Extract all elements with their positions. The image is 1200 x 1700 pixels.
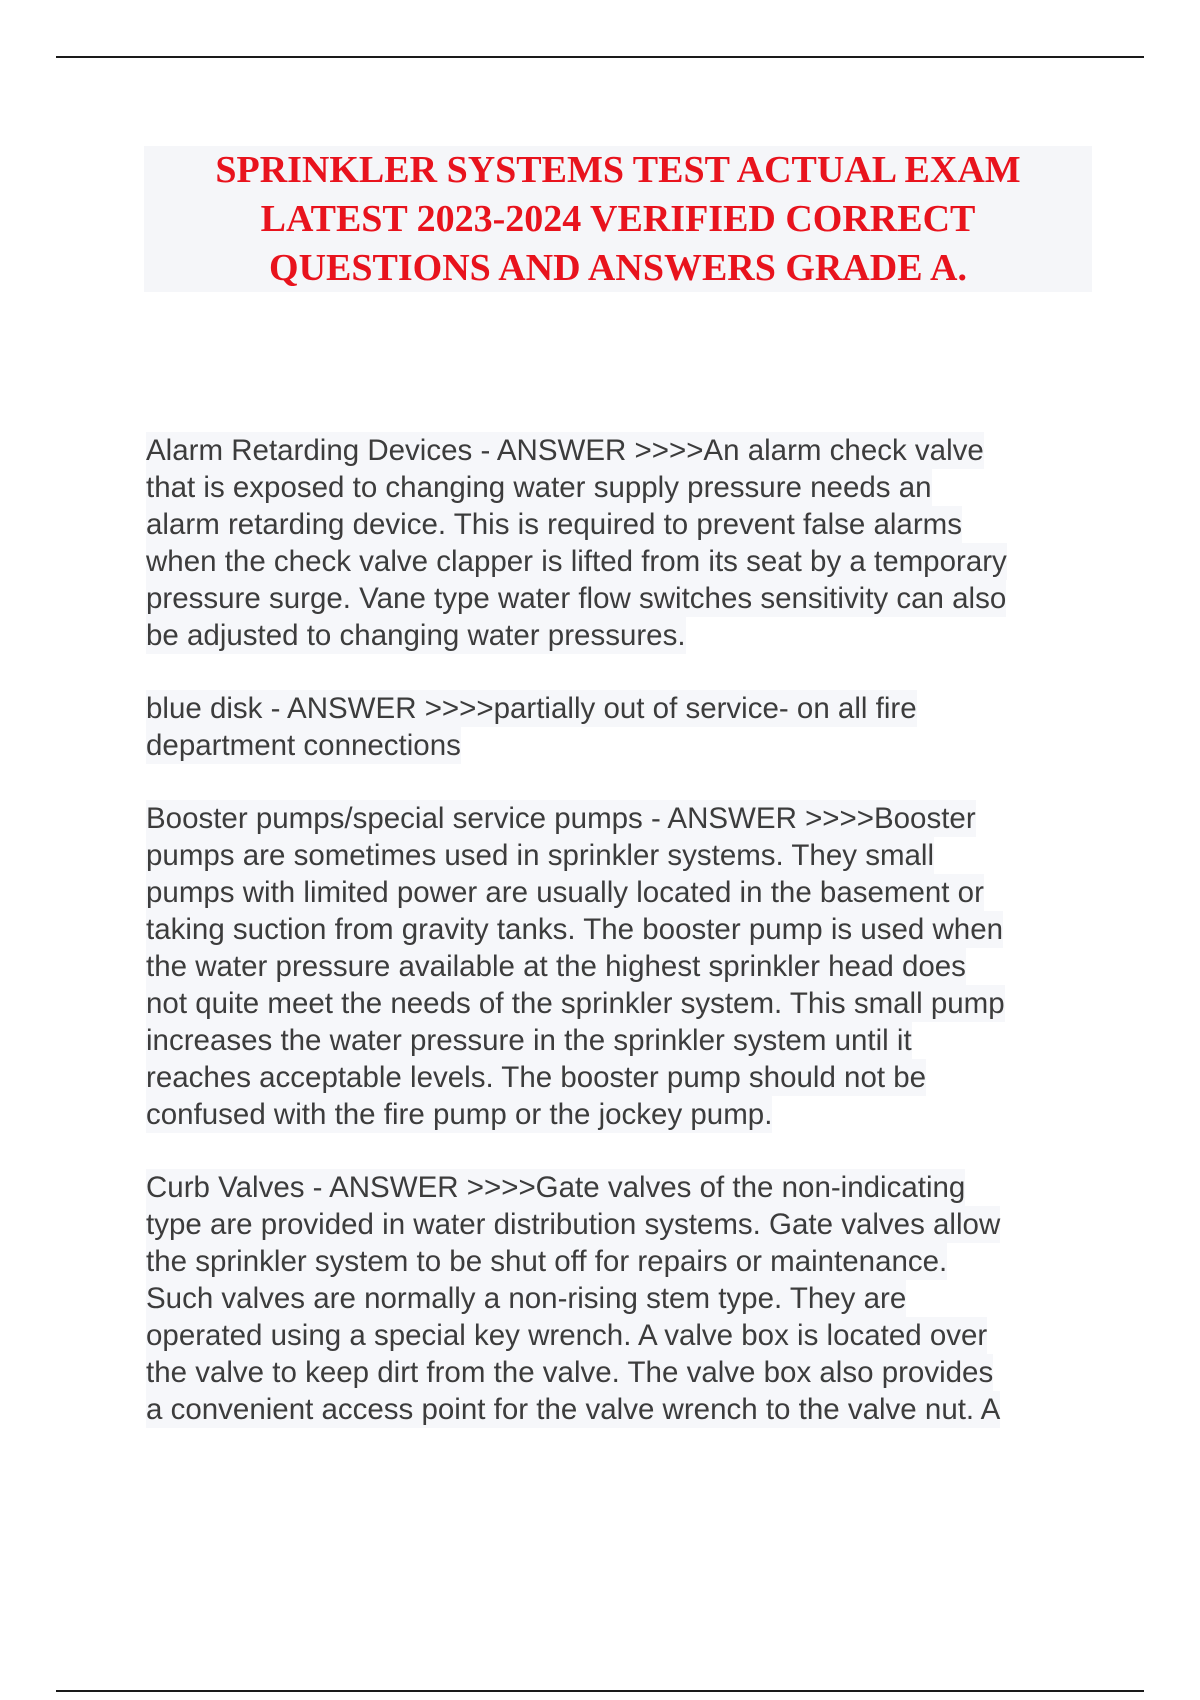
- entry-line: blue disk - ANSWER >>>>partially out of service- on all fire: [146, 692, 917, 725]
- bottom-rule: [56, 1690, 1144, 1692]
- entry-line: pumps with limited power are usually located in the basement or: [146, 876, 984, 909]
- entry-line: operated using a special key wrench. A valve box is located over: [146, 1319, 988, 1352]
- document-title: [215, 146, 1020, 293]
- entry-line: that is exposed to changing water supply pressure needs an: [146, 471, 932, 504]
- entry-line: department connections: [146, 729, 461, 762]
- entry-line: Alarm Retarding Devices - ANSWER >>>>An alarm check valve: [146, 434, 984, 467]
- entry-line: taking suction from gravity tanks. The booster pump is used when: [146, 913, 1004, 946]
- qa-entry-alarm-retarding-devices: [146, 432, 1096, 654]
- entry-line: type are provided in water distribution systems. Gate valves allow: [146, 1208, 1001, 1241]
- entry-line: not quite meet the needs of the sprinkler system. This small pump: [146, 987, 1005, 1020]
- title-line: SPRINKLER SYSTEMS TEST ACTUAL EXAM: [215, 148, 1021, 191]
- entry-line: the water pressure available at the highest sprinkler head does: [146, 950, 966, 983]
- entry-line: pumps are sometimes used in sprinkler systems. They small: [146, 839, 935, 872]
- qa-content: [146, 432, 1096, 1464]
- qa-entry-blue-disk: [146, 690, 1096, 764]
- title-block: [144, 146, 1092, 292]
- entry-line: when the check valve clapper is lifted from its seat by a temporary: [146, 545, 1007, 578]
- entry-line: increases the water pressure in the sprinkler system until it: [146, 1024, 912, 1057]
- title-line: QUESTIONS AND ANSWERS GRADE A.: [269, 246, 967, 289]
- qa-entry-booster-pumps: [146, 800, 1096, 1133]
- entry-line: Booster pumps/special service pumps - ANSWER >>>>Booster: [146, 802, 976, 835]
- entry-line: the valve to keep dirt from the valve. The valve box also provides: [146, 1356, 994, 1389]
- entry-line: alarm retarding device. This is required to prevent false alarms: [146, 508, 962, 541]
- entry-line: be adjusted to changing water pressures.: [146, 619, 686, 652]
- entry-line: Such valves are normally a non-rising stem type. They are: [146, 1282, 907, 1315]
- entry-line: pressure surge. Vane type water flow switches sensitivity can also: [146, 582, 1007, 615]
- entry-line: Curb Valves - ANSWER >>>>Gate valves of the non-indicating: [146, 1171, 966, 1204]
- qa-entry-curb-valves: [146, 1169, 1096, 1428]
- entry-line: confused with the fire pump or the jockey pump.: [146, 1098, 773, 1131]
- title-line: LATEST 2023-2024 VERIFIED CORRECT: [260, 197, 976, 240]
- top-rule: [56, 56, 1144, 58]
- entry-line: reaches acceptable levels. The booster pump should not be: [146, 1061, 927, 1094]
- entry-line: a convenient access point for the valve wrench to the valve nut. A: [146, 1393, 1001, 1426]
- entry-line: the sprinkler system to be shut off for repairs or maintenance.: [146, 1245, 948, 1278]
